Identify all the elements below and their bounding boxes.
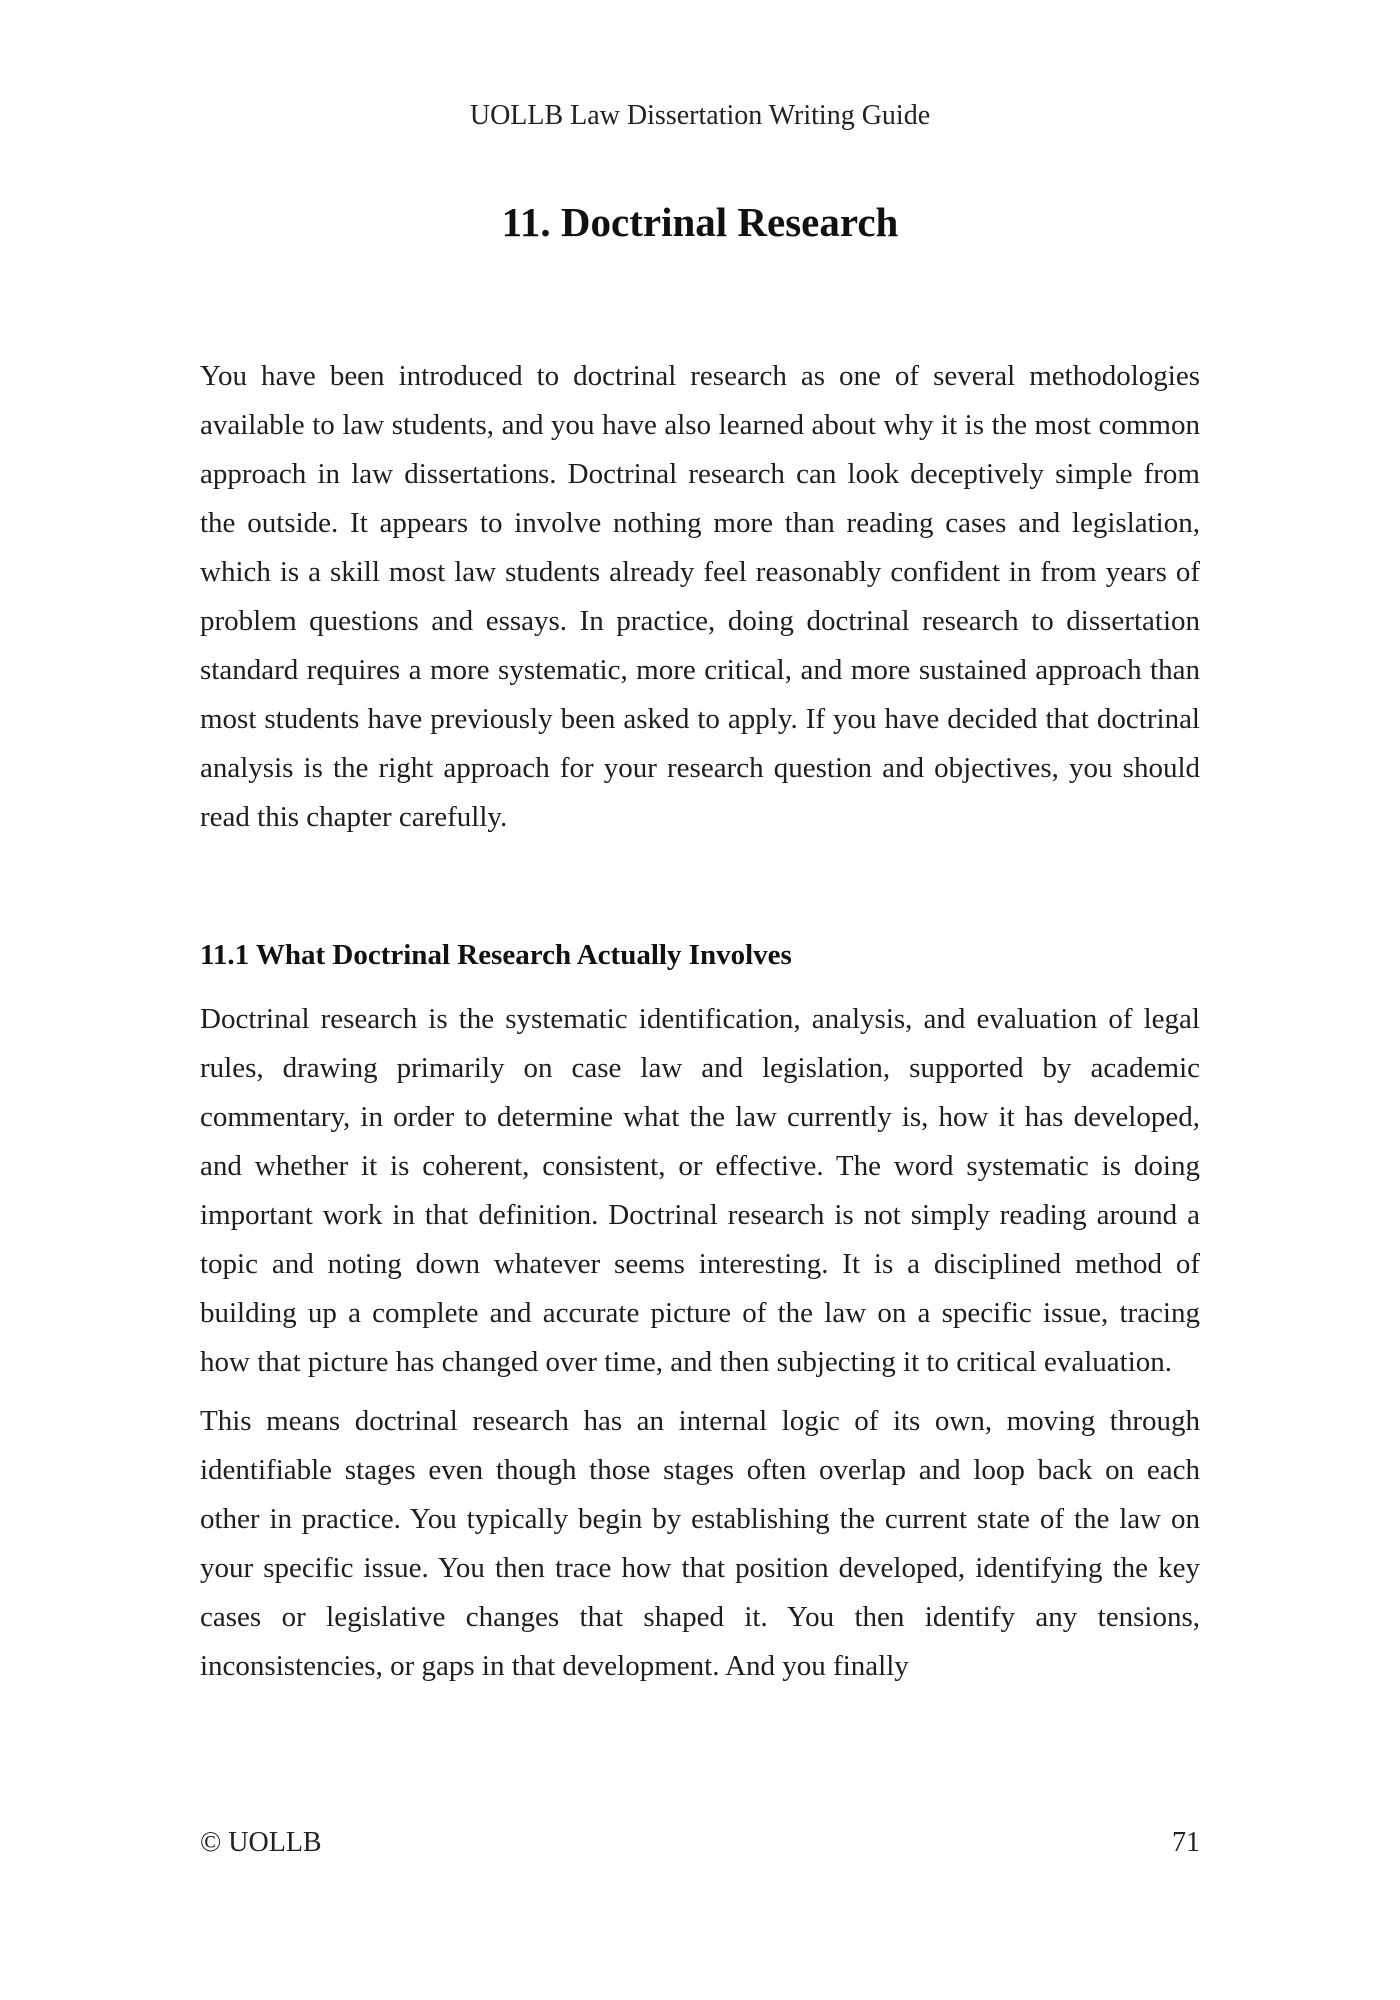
footer-page-number: 71 [1172, 1827, 1200, 1858]
chapter-title: 11. Doctrinal Research [501, 199, 899, 245]
page-content [200, 352, 1200, 1691]
body-paragraph-1: Doctrinal research is the systematic identification, analysis, and evaluation of legal rules, drawing primarily on case law and legislation, supported by academic commentary, in order to determine what the law currently is, how it has developed, and whether it is coherent, consistent, or effective. The word systematic is doing important work in that definition. Doctrinal research is not simply reading around a topic and noting down whatever seems interesting. It is a disciplined method of building up a complete and accurate picture of the law on a specific issue, tracing how that picture has changed over time, and then subjecting it to critical evaluation. [200, 1003, 1200, 1378]
intro-paragraph: You have been introduced to doctrinal research as one of several methodologies available to law students, and you have also learned about why it is the most common approach in law dissertations. Doctrinal research can look deceptively simple from the outside. It appears to involve nothing more than reading cases and legislation, which is a skill most law students already feel reasonably confident in from years of problem questions and essays. In practice, doing doctrinal research to dissertation standard requires a more systematic, more critical, and more sustained approach than most students have previously been asked to apply. If you have decided that doctrinal analysis is the right approach for your research question and objectives, you should read this chapter carefully. [200, 360, 1200, 833]
body-paragraph-2: This means doctrinal research has an internal logic of its own, moving through identifiable stages even though those stages often overlap and loop back on each other in practice. You typically begin by establishing the current state of the law on your specific issue. You then trace how that position developed, identifying the key cases or legislative changes that shaped it. You then identify any tensions, inconsistencies, or gaps in that development. And you finally [200, 1405, 1200, 1682]
running-header: UOLLB Law Dissertation Writing Guide [469, 100, 931, 131]
footer-copyright: © UOLLB [200, 1827, 322, 1858]
section-heading: 11.1 What Doctrinal Research Actually Involves [200, 939, 792, 971]
